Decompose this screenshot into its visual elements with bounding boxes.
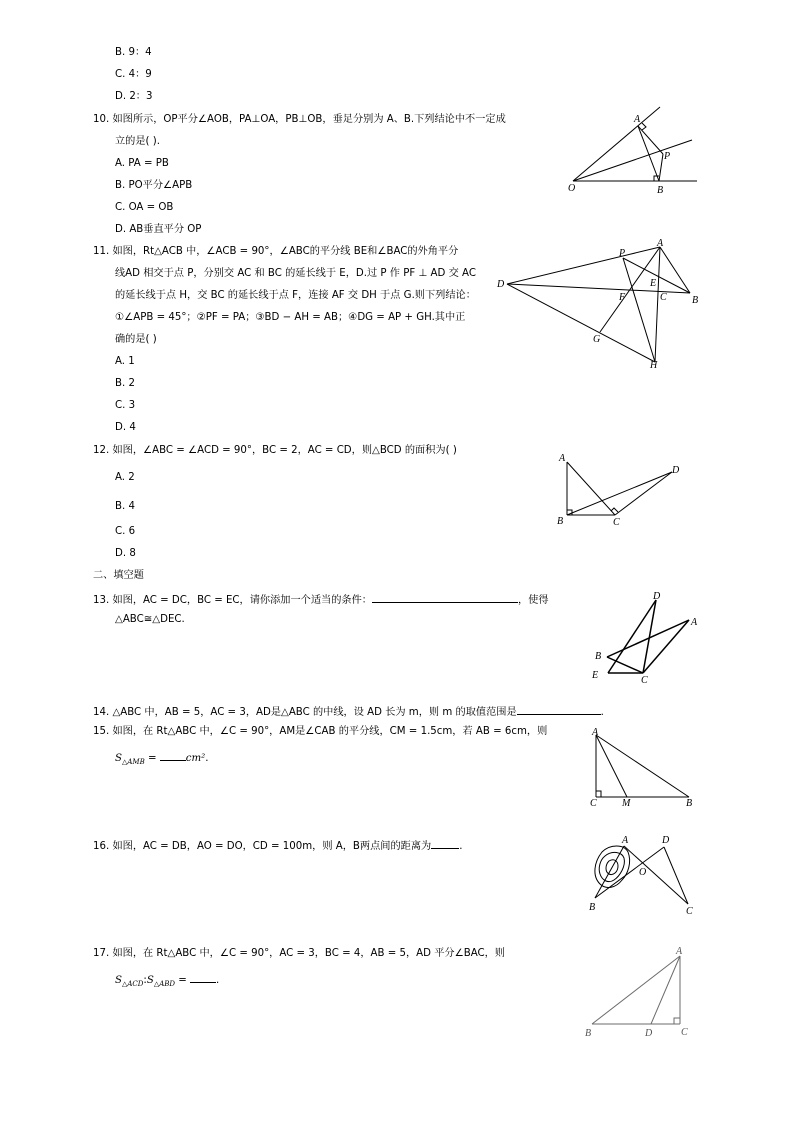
q17-end: . bbox=[216, 975, 220, 986]
q11-label-b: B bbox=[692, 295, 699, 306]
q11-stem-line5: 确的是( ) bbox=[115, 334, 157, 345]
q13-label-a: A bbox=[691, 617, 698, 628]
q16-label-a: A bbox=[622, 835, 629, 846]
q12-stem: 12. 如图，∠ABC = ∠ACD = 90°，BC = 2，AC = CD，则△BCD 的面积为( ) bbox=[93, 445, 457, 456]
q13-label-e: E bbox=[592, 670, 599, 681]
q10-stem-line2: 立的是( ). bbox=[115, 136, 160, 147]
q16-stem-pre: 16. 如图，AC = DB，AO = DO，CD = 100m，则 A，B两点间的距离为 bbox=[93, 841, 432, 852]
q12-option-d: D. 8 bbox=[115, 548, 136, 559]
q15-label-m: M bbox=[622, 798, 631, 809]
q15-figure bbox=[585, 725, 700, 810]
q12-label-b: B bbox=[557, 516, 564, 527]
q12-option-b: B. 4 bbox=[115, 501, 135, 512]
q10-label-o: O bbox=[568, 183, 576, 194]
q15-label-c: C bbox=[590, 798, 597, 809]
q15-equals: = bbox=[144, 753, 160, 764]
q11-stem-line3: 的延长线于点 H，交 BC 的延长线于点 F，连接 AF 交 DH 于点 G.则下列结论： bbox=[115, 290, 476, 301]
q17-label-a: A bbox=[676, 946, 683, 957]
q10-label-p: P bbox=[664, 151, 671, 162]
q15-area-subscript: △AMB bbox=[121, 758, 145, 767]
q17-label-d: D bbox=[645, 1028, 653, 1039]
q9-option-b: B. 9：4 bbox=[115, 47, 152, 58]
q9-option-c: C. 4：9 bbox=[115, 69, 152, 80]
q17-stem-line1: 17. 如图，在 Rt△ABC 中，∠C = 90°，AC = 3，BC = 4，AB = 5，AD 平分∠BAC，则 bbox=[93, 948, 505, 959]
q14-stem bbox=[93, 703, 604, 720]
q13-stem-line2: △ABC≅△DEC. bbox=[115, 614, 185, 625]
q14-stem-pre: 14. △ABC 中，AB = 5，AC = 3，AD是△ABC 的中线，设 AD 长为 m，则 m 的取值范围是 bbox=[93, 707, 517, 718]
q10-label-b: B bbox=[657, 185, 664, 196]
q13-label-c: C bbox=[641, 675, 648, 686]
q14-stem-post: . bbox=[600, 707, 604, 718]
q13-stem-post: ，使得 bbox=[518, 595, 549, 606]
q12-label-d: D bbox=[672, 465, 680, 476]
q17-answer-blank[interactable] bbox=[190, 971, 216, 983]
q11-label-h: H bbox=[650, 360, 658, 371]
q16-label-d: D bbox=[662, 835, 670, 846]
q10-figure bbox=[560, 104, 710, 196]
q11-label-e: E bbox=[650, 278, 657, 289]
q11-label-a: A bbox=[657, 238, 664, 249]
q11-label-f: F bbox=[619, 292, 626, 303]
q13-stem-pre: 13. 如图，AC = DC，BC = EC，请你添加一个适当的条件： bbox=[93, 595, 372, 606]
q16-stem bbox=[93, 837, 462, 854]
q15-label-a: A bbox=[592, 727, 599, 738]
q15-area-symbol: S bbox=[115, 753, 122, 764]
q17-figure bbox=[580, 942, 700, 1040]
q10-option-c: C. OA = OB bbox=[115, 202, 174, 213]
q17-label-c: C bbox=[681, 1027, 688, 1038]
section-title-fill-in: 二、填空题 bbox=[93, 570, 144, 581]
q10-option-b: B. PO平分∠APB bbox=[115, 180, 193, 191]
q17-area-subscript-1: △ACD bbox=[121, 980, 144, 989]
q11-label-g: G bbox=[593, 334, 601, 345]
q12-label-a: A bbox=[559, 453, 566, 464]
q14-answer-blank[interactable] bbox=[517, 703, 601, 715]
q16-label-o: O bbox=[639, 867, 647, 878]
q17-area-symbol-1: S bbox=[115, 975, 122, 986]
q17-label-b: B bbox=[585, 1028, 592, 1039]
q11-stem-line2: 线AD 相交于点 P，分别交 AC 和 BC 的延长线于 E，D.过 P 作 PF ⊥ AD 交 AC bbox=[115, 268, 476, 279]
q17-ratio-colon: : bbox=[143, 975, 147, 986]
q13-label-b: B bbox=[595, 651, 602, 662]
q15-unit: cm² bbox=[185, 753, 206, 764]
q15-end: . bbox=[205, 753, 209, 764]
q15-stem-line2 bbox=[115, 749, 208, 769]
q11-option-c: C. 3 bbox=[115, 400, 136, 411]
q11-stem-line4: ①∠APB = 45°；②PF = PA；③BD − AH = AB；④DG = AP + GH.其中正 bbox=[115, 312, 466, 323]
q16-figure bbox=[580, 830, 700, 918]
q11-option-b: B. 2 bbox=[115, 378, 135, 389]
q10-label-a: A bbox=[634, 114, 641, 125]
q16-label-c: C bbox=[686, 906, 693, 917]
q13-figure bbox=[585, 588, 705, 684]
q10-option-d: D. AB垂直平分 OP bbox=[115, 224, 202, 235]
q9-option-d: D. 2：3 bbox=[115, 91, 153, 102]
q15-stem-line1: 15. 如图，在 Rt△ABC 中，∠C = 90°，AM是∠CAB 的平分线，CM = 1.5cm，若 AB = 6cm，则 bbox=[93, 726, 548, 737]
q17-area-subscript-2: △ABD bbox=[153, 980, 176, 989]
q12-label-c: C bbox=[613, 517, 620, 528]
q17-area-symbol-2: S bbox=[146, 975, 154, 986]
q16-stem-post: . bbox=[459, 841, 463, 852]
q10-stem-line1: 10. 如图所示，OP平分∠AOB，PA⊥OA，PB⊥OB，垂足分别为 A、B.下列结论中不一定成 bbox=[93, 114, 506, 125]
q16-label-b: B bbox=[589, 902, 596, 913]
q11-figure bbox=[495, 236, 705, 376]
q16-answer-blank[interactable] bbox=[431, 837, 459, 849]
q13-answer-blank[interactable] bbox=[372, 591, 518, 603]
q13-label-d: D bbox=[653, 591, 661, 602]
q17-stem-line2 bbox=[115, 971, 219, 991]
q11-label-d: D bbox=[497, 279, 505, 290]
q11-stem-line1: 11. 如图，Rt△ACB 中，∠ACB = 90°，∠ABC的平分线 BE和∠BAC的外角平分 bbox=[93, 246, 459, 257]
q15-label-b: B bbox=[686, 798, 693, 809]
q11-label-c: C bbox=[660, 292, 667, 303]
q11-label-p: P bbox=[619, 248, 626, 259]
q12-option-a: A. 2 bbox=[115, 472, 135, 483]
q13-stem-line1 bbox=[93, 591, 549, 608]
q10-option-a: A. PA = PB bbox=[115, 158, 169, 169]
q11-option-d: D. 4 bbox=[115, 422, 136, 433]
q15-answer-blank[interactable] bbox=[160, 749, 186, 761]
q11-option-a: A. 1 bbox=[115, 356, 135, 367]
q12-figure bbox=[552, 450, 692, 530]
q12-option-c: C. 6 bbox=[115, 526, 136, 537]
q17-equals: = bbox=[175, 975, 191, 986]
